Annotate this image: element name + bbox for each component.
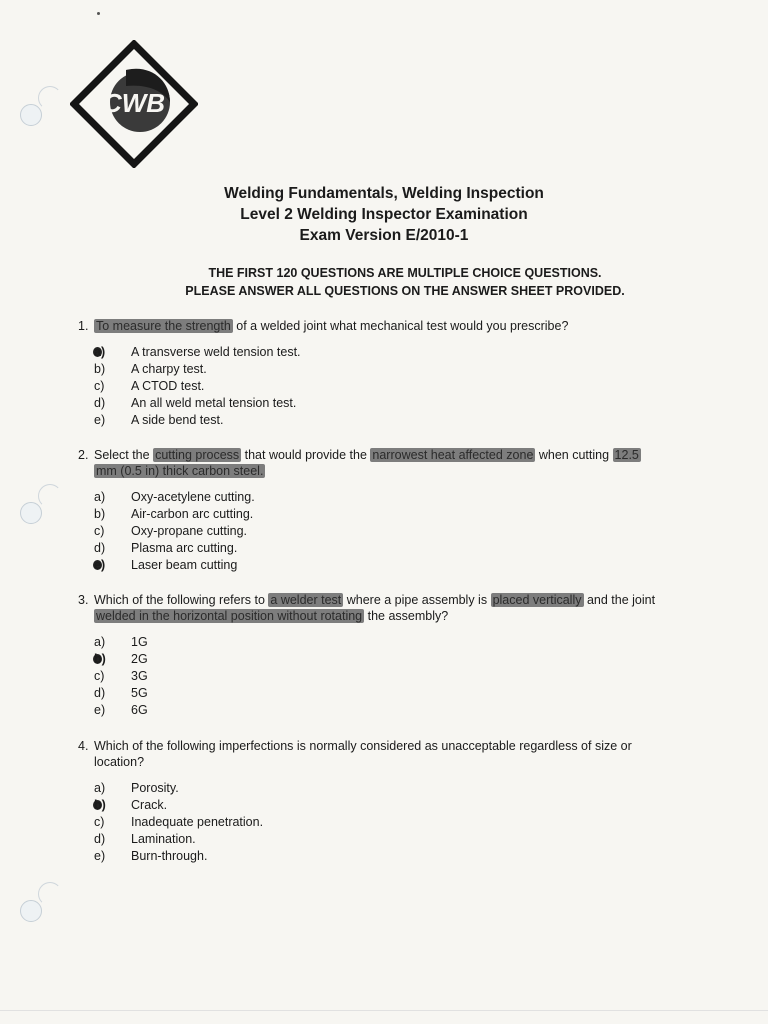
option-letter: a) xyxy=(94,635,106,649)
highlight: To measure the strength xyxy=(96,319,231,333)
instruction-line-2: PLEASE ANSWER ALL QUESTIONS ON THE ANSWER SHEET PROVIDED. xyxy=(185,284,625,298)
option-b[interactable] xyxy=(94,361,728,378)
option-b[interactable] xyxy=(94,506,728,523)
option-text: Porosity. xyxy=(131,781,179,795)
question-number: 1. xyxy=(78,319,89,333)
option-letter: d) xyxy=(94,396,106,410)
scan-speck xyxy=(97,12,100,15)
hole-punch-arc xyxy=(38,882,62,906)
question-stem xyxy=(78,447,728,479)
option-text: A CTOD test. xyxy=(131,379,205,393)
option-letter: b) xyxy=(94,362,106,376)
question-stem xyxy=(78,738,728,770)
answer-options xyxy=(78,489,728,574)
highlight: a welder test xyxy=(270,593,342,607)
option-letter: b) xyxy=(94,798,106,812)
title-line-3: Exam Version E/2010-1 xyxy=(299,227,469,244)
question-2 xyxy=(78,447,728,574)
stem-text: Which of the following refers to xyxy=(94,593,269,607)
stem-text: Select the xyxy=(94,448,154,462)
answer-options xyxy=(78,344,728,429)
highlight: 12.5 xyxy=(614,448,639,462)
option-e[interactable] xyxy=(94,702,728,719)
option-text: An all weld metal tension test. xyxy=(131,396,297,410)
hole-punch-bottom xyxy=(20,900,42,922)
highlight: mm (0.5 in) thick carbon steel. xyxy=(96,464,264,478)
question-4 xyxy=(78,738,728,865)
option-text: Plasma arc cutting. xyxy=(131,541,238,555)
stem-text: location? xyxy=(94,755,145,769)
option-text: Crack. xyxy=(131,798,168,812)
option-letter: c) xyxy=(94,524,105,538)
option-a[interactable] xyxy=(94,344,728,361)
exam-instructions xyxy=(0,264,768,300)
option-text: Air-carbon arc cutting. xyxy=(131,507,254,521)
instruction-line-1: THE FIRST 120 QUESTIONS ARE MULTIPLE CHOICE QUESTIONS. xyxy=(208,266,602,280)
question-1 xyxy=(78,318,728,429)
stem-text: the assembly? xyxy=(364,609,449,623)
hole-punch-arc xyxy=(38,86,62,110)
option-c[interactable] xyxy=(94,378,728,395)
option-text: Burn-through. xyxy=(131,849,208,863)
option-a[interactable] xyxy=(94,489,728,506)
option-letter: c) xyxy=(94,815,105,829)
title-line-1: Welding Fundamentals, Welding Inspection xyxy=(224,185,544,202)
option-d[interactable] xyxy=(94,395,728,412)
option-letter: d) xyxy=(94,832,106,846)
question-number: 3. xyxy=(78,593,89,607)
highlight: cutting process xyxy=(155,448,240,462)
hole-punch-arc xyxy=(38,484,62,508)
option-text: 1G xyxy=(131,635,148,649)
option-c[interactable] xyxy=(94,668,728,685)
option-c[interactable] xyxy=(94,523,728,540)
option-text: 6G xyxy=(131,703,148,717)
option-text: Inadequate penetration. xyxy=(131,815,264,829)
option-letter: a) xyxy=(94,345,106,359)
option-letter: b) xyxy=(94,652,106,666)
option-letter: e) xyxy=(94,849,106,863)
question-number: 2. xyxy=(78,448,89,462)
option-text: Oxy-propane cutting. xyxy=(131,524,248,538)
option-text: A charpy test. xyxy=(131,362,207,376)
option-letter: e) xyxy=(94,558,106,572)
option-letter: c) xyxy=(94,669,105,683)
option-text: 3G xyxy=(131,669,148,683)
option-letter: d) xyxy=(94,541,106,555)
option-text: 5G xyxy=(131,686,148,700)
cwb-logo xyxy=(70,40,198,168)
hole-punch-top xyxy=(20,104,42,126)
title-line-2: Level 2 Welding Inspector Examination xyxy=(240,206,528,223)
highlight: welded in the horizontal position without rotating xyxy=(96,609,363,623)
highlight: placed vertically xyxy=(492,593,582,607)
stem-text: when cutting xyxy=(535,448,613,462)
logo-text: CWB xyxy=(102,88,166,118)
highlight: narrowest heat affected zone xyxy=(372,448,534,462)
stem-text: of a welded joint what mechanical test would you prescribe? xyxy=(232,319,569,333)
option-d[interactable] xyxy=(94,685,728,702)
exam-title xyxy=(0,183,768,246)
option-text: Lamination. xyxy=(131,832,196,846)
option-d[interactable] xyxy=(94,831,728,848)
question-3 xyxy=(78,592,728,719)
option-letter: c) xyxy=(94,379,105,393)
option-letter: e) xyxy=(94,413,106,427)
option-a[interactable] xyxy=(94,780,728,797)
option-d[interactable] xyxy=(94,540,728,557)
option-a[interactable] xyxy=(94,634,728,651)
answer-options xyxy=(78,634,728,719)
stem-text: that would provide the xyxy=(241,448,371,462)
option-b[interactable] xyxy=(94,651,728,668)
stem-text: where a pipe assembly is xyxy=(343,593,491,607)
stem-text: and the joint xyxy=(583,593,656,607)
option-e[interactable] xyxy=(94,848,728,865)
option-c[interactable] xyxy=(94,814,728,831)
question-stem xyxy=(78,318,728,334)
question-number: 4. xyxy=(78,739,89,753)
option-letter: a) xyxy=(94,781,106,795)
option-e[interactable] xyxy=(94,557,728,574)
option-text: A side bend test. xyxy=(131,413,224,427)
option-letter: b) xyxy=(94,507,106,521)
option-e[interactable] xyxy=(94,412,728,429)
option-b[interactable] xyxy=(94,797,728,814)
question-stem xyxy=(78,592,728,624)
option-letter: d) xyxy=(94,686,106,700)
option-text: 2G xyxy=(131,652,148,666)
option-text: A transverse weld tension test. xyxy=(131,345,301,359)
stem-text: Which of the following imperfections is normally considered as unacceptable regardless of size or xyxy=(94,739,632,753)
scan-edge xyxy=(0,1010,768,1011)
hole-punch-middle xyxy=(20,502,42,524)
option-text: Oxy-acetylene cutting. xyxy=(131,490,255,504)
option-letter: e) xyxy=(94,703,106,717)
option-text: Laser beam cutting xyxy=(131,558,238,572)
answer-options xyxy=(78,780,728,865)
option-letter: a) xyxy=(94,490,106,504)
